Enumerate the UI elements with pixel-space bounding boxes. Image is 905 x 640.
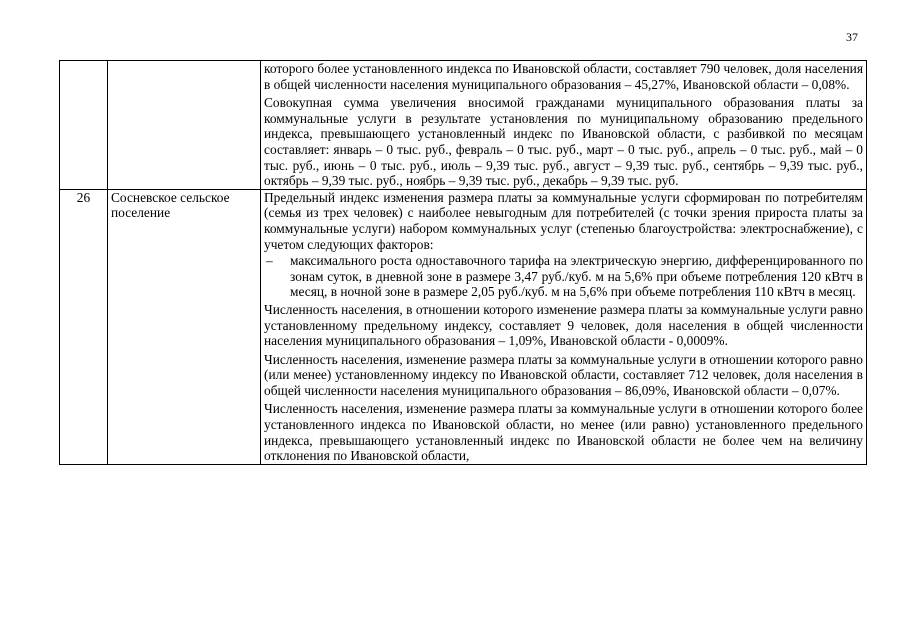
paragraph: Численность населения, в отношении которого изменение размера платы за коммунальные услуги равно установленному предельному индексу, составляет 9 человек, доля населения в общей численности населения муниципального образования – 1,09%, Ивановской области - 0,0009%. [264, 301, 863, 349]
municipality-name-cell [108, 61, 261, 190]
list-item [264, 253, 863, 300]
table-row [60, 189, 867, 464]
paragraph: Численность населения, изменение размера платы за коммунальные услуги в отношении которого равно (или менее) установленному индексу по Ивановской области, составляет 712 человек, доля населения в общей численности населения муниципального образования – 86,09%, Ивановской области – 0,07%. [264, 351, 863, 398]
paragraph: Совокупная сумма увеличения вносимой гражданами муниципального образования платы за коммунальные услуги в результате установления по муниципальному образованию предельного индекса, превышающего установленный индекс по Ивановской области, с разбивкой по месяцам составляет: январь – 0 тыс. руб., февраль – 0 тыс. руб., март – 0 тыс. руб., апрель – 0 тыс. руб., май – 0 тыс. руб., июнь – 0 тыс. руб., июль – 9,39 тыс. руб., август – 9,39 тыс. руб., сентябрь – 9,39 тыс. руб., октябрь – 9,39 тыс. руб., ноябрь – 9,39 тыс. руб., декабрь – 9,39 тыс. руб. [264, 95, 863, 189]
municipality-name-cell: Сосневское сельское поселение [108, 189, 261, 464]
row-number-cell [60, 61, 108, 190]
page-number: 37 [846, 30, 858, 44]
description-cell [261, 61, 867, 190]
paragraph: Предельный индекс изменения размера платы за коммунальные услуги сформирован по потребителям (семья из трех человек) с наиболее невыгодным для потребителей (с точки зрения прироста платы за коммунальные услуги) набором коммунальных услуг (степенью благоустройства: электроснабжение), с учетом следующих факторов: [264, 189, 863, 252]
index-table [59, 60, 867, 465]
paragraph: Численность населения, изменение размера платы за коммунальные услуги в отношении которого более установленного индекса по Ивановской области, но менее (или равно) установленного предельного индекса, превышающего установленный индекс по Ивановской области не более чем на величину отклонения по Ивановской области, [264, 401, 863, 464]
row-number-cell: 26 [60, 189, 108, 464]
description-cell [261, 189, 867, 464]
bullet-marker: – [266, 253, 273, 269]
table-row [60, 61, 867, 190]
paragraph: которого более установленного индекса по Ивановской области, составляет 790 человек, доля населения в общей численности населения муниципального образования – 45,27%, Ивановской области – 0,08%. [264, 61, 863, 92]
bullet-text: максимального роста одноставочного тарифа на электрическую энергию, дифференцированного по зонам суток, в дневной зоне в размере 3,47 руб./куб. м на 5,6% при объеме потребления 120 кВтч в месяц, в ночной зоне в размере 2,05 руб./куб. м на 5,6% при объеме потребления 110 кВтч в месяц. [290, 253, 863, 300]
